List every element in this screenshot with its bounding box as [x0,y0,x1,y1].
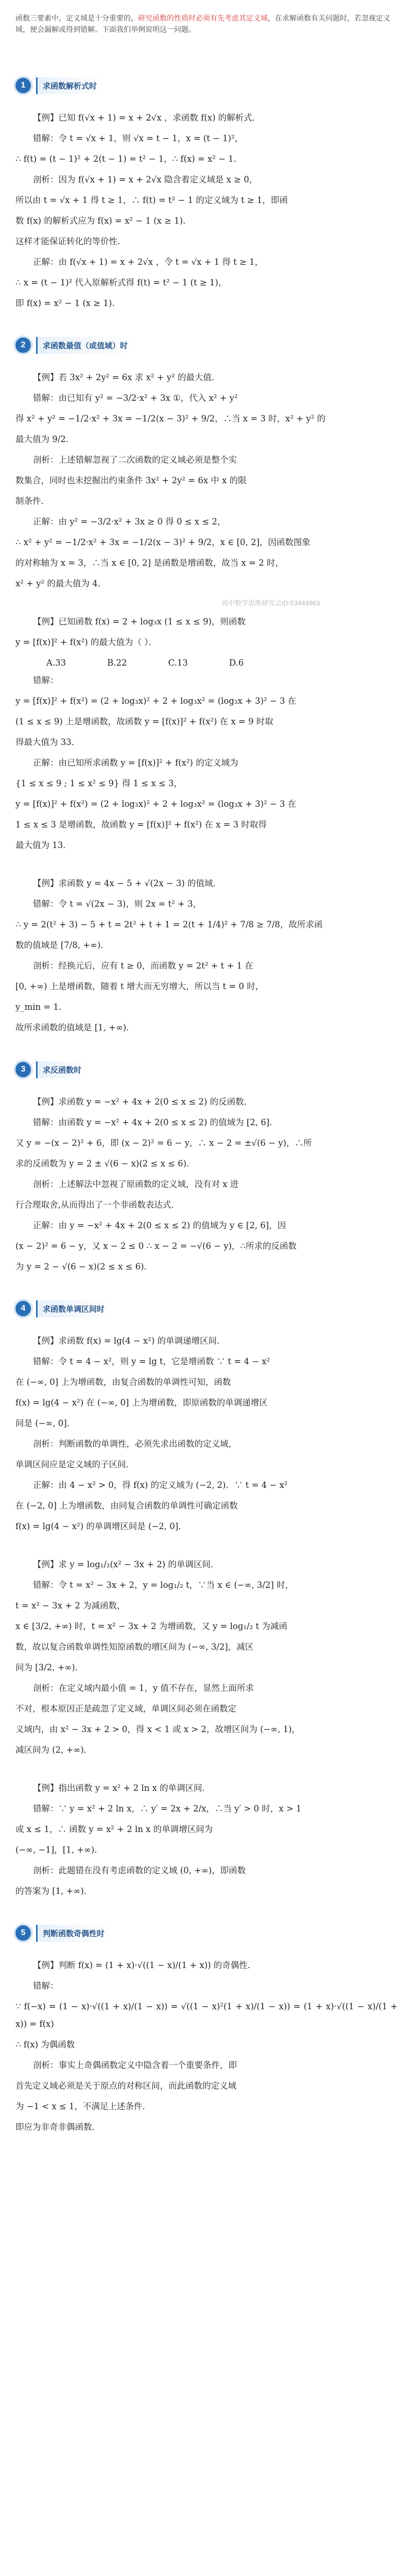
text-line: 数 f(x) 的解析式应为 f(x) = x² − 1 (x ≥ 1). [15,216,186,226]
text-line: y = [f(x)]² + f(x²) = (2 + log₃x)² + 2 + log₃x² = (log₃x + 3)² − 3 在 [15,696,297,706]
section-title: 求函数解析式时 [36,77,104,94]
text-line: 数，故以复合函数单调性知原函数的增区间为 (−∞, 3/2]，减区 [15,1642,254,1652]
section-title: 求反函数时 [36,1061,89,1078]
text-line: 在 (−∞, 0] 上为增函数，由复合函数的单调性可知，函数 [15,1377,231,1387]
text-line: 剖析：判断函数的单调性，必须先求出函数的定义域， [33,1439,237,1449]
text-line: ∴ f(x) 为偶函数 [15,2040,75,2049]
text-line: 制条件． [15,496,49,506]
text-line: y = [f(x)]² + f(x²) = (2 + log₃x)² + 2 + log₃x² = (log₃x + 3)² − 3 在 [15,799,297,809]
text-line: 错解：令 t = √x + 1，则 √x = t − 1，x = (t − 1)²， [33,133,244,143]
text-line: 数的值域是 [7/8, +∞)． [15,940,109,950]
text-line: 行合理取舍,从而得出了一个非函数表达式． [15,1200,180,1210]
section-4 [15,1294,398,1900]
text-line: 得 x² + y² = −1/2·x² + 3x = −1/2(x − 3)² + 9/2，∴当 x = 3 时，x² + y² 的 [15,414,326,423]
text-line: 剖析：经换元后，应有 t ≥ 0，而函数 y = 2t² + t + 1 在 [33,961,253,971]
example-line: 【例】若 3x² + 2y² = 6x 求 x² + y² 的最大值． [33,372,220,382]
text-line: 即应为非奇非偶函数. [15,2122,95,2132]
text-line: 错解：由已知有 y² = −3/2·x² + 3x ①，代入 x² + y² [33,393,238,403]
example-line: 【例】求 y = log₁/₂(x² − 3x + 2) 的单调区间． [33,1560,219,1569]
spacer [15,596,398,613]
text-line: ∴ x = (t − 1)² 代入原解析式得 f(t) = t² − 1 (t ≥ 1)， [15,278,227,287]
text-line: 为 y = 2 − √(6 − x)(2 ≤ x ≤ 6)． [15,1262,153,1272]
text-line: 间是 (−∞, 0]． [15,1418,76,1428]
spacer [15,1538,398,1556]
section-number-badge: 1 [15,78,31,93]
section-5 [15,1919,398,2136]
text-line: 剖析：因为 f(√x + 1) = x + 2√x 隐含着定义域是 x ≥ 0， [33,175,258,184]
text-line: 错解： [33,675,59,685]
text-line: 剖析：事实上奇偶函数定义中隐含着一个重要条件，即 [33,2060,237,2070]
text-line: 剖析：此题错在没有考虑函数的定义域 (0, +∞)，即函数 [33,1866,246,1875]
section-number-badge: 5 [15,1925,31,1941]
article [15,0,398,2136]
intro-highlight: 研究函数的性质时必须有先考虑其定义域 [138,14,268,22]
intro-text-a: 函数三要素中，定义域是十分重要的， [15,14,138,22]
text-line: (x − 2)² = 6 − y，又 x − 2 ≤ 0 ∴ x − 2 = −√(6 − y)，∴所求的反函数 [15,1241,297,1251]
text-line: x ∈ [3/2, +∞) 时，t = x² − 3x + 2 为增函数，又 y = log₁/₂ t 为减函 [15,1621,287,1631]
example-line: 【例】求函数 y = 4x − 5 + √(2x − 3) 的值域． [33,878,222,888]
text-line: y_min = 1． [15,1002,67,1012]
section-number-badge: 3 [15,1062,31,1077]
text-line: 剖析：在定义域内最小值 = 1，y 值不存在，显然上面所求 [33,1683,254,1693]
text-line: 即 f(x) = x² − 1 (x ≥ 1). [15,298,115,308]
text-line: 正解：由 4 − x² > 0，得 f(x) 的定义域为 (−2, 2)．∵ t = 4 − x² [33,1480,288,1490]
section-1 [15,71,398,312]
text-line: ∴ f(t) = (t − 1)² + 2(t − 1) = t² − 1，∴ f(x) = x² − 1. [15,154,236,164]
text-line: t = x² − 3x + 2 为减函数， [15,1601,126,1611]
example-line: 【例】已知函数 f(x) = 2 + log₃x (1 ≤ x ≤ 9)，则函数 [33,617,246,626]
text-line: ∴ x² + y² = −1/2·x² + 3x = −1/2(x − 3)² + 9/2，x ∈ [0, 2]，因函数图象 [15,537,311,547]
example-line: 【例】求函数 f(x) = lg(4 − x²) 的单调递增区间． [33,1336,226,1346]
text-line: 间为 [3/2, +∞)． [15,1663,84,1672]
text-line: 剖析：上述解法中忽视了原函数的定义域，没有对 x 进 [33,1179,239,1189]
choice-option: D.6 [229,658,244,668]
section-title: 判断函数奇偶性时 [36,1925,112,1942]
text-line: 错解：令 t = x² − 3x + 2，y = log₁/₂ t，∵当 x ∈ (−∞, 3/2] 时， [33,1580,294,1590]
text-line: (1 ≤ x ≤ 9) 上是增函数，故函数 y = [f(x)]² + f(x²) 在 x = 9 时取 [15,717,273,726]
text-line: 数集合，同时也未挖掘出约束条件 3x² + 2y² = 6x 中 x 的限 [15,476,247,485]
text-line: 错解：令 t = √(2x − 3)，则 2x = t² + 3， [33,899,202,909]
text-line: 所以由 t = √x + 1 得 t ≥ 1，∴ f(t) = t² − 1 的定义域为 t ≥ 1，即函 [15,195,288,205]
text-line: 剖析：上述错解忽视了二次函数的定义域必须是整个实 [33,455,237,465]
watermark: 高中数学思维研究会ID:53444963 [221,599,320,607]
text-line: 错解：由函数 y = −x² + 4x + 2(0 ≤ x ≤ 2) 的值域为 [2, 6]． [33,1117,278,1127]
text-line: 义域内，由 x² − 3x + 2 > 0，得 x < 1 或 x > 2，故增区间为 (−∞, 1)， [15,1724,301,1734]
text-line: f(x) = lg(4 − x²) 在 (−∞, 0] 上为增函数，即原函数的单调递增区 [15,1398,268,1408]
text-line: 求的反函数为 y = 2 ± √(6 − x)(2 ≤ x ≤ 6)． [15,1159,195,1168]
intro-paragraph [15,12,398,35]
example-line: 【例】求函数 y = −x² + 4x + 2(0 ≤ x ≤ 2) 的反函数． [33,1097,253,1107]
text-line: 不对，根本原因正是疏忽了定义域，单调区间必须在函数定 [15,1704,236,1714]
text-line: 错解：令 t = 4 − x²，则 y = lg t，它是增函数 ∵ t = 4 − x² [33,1357,270,1366]
text-line: x² + y² 的最大值为 4． [15,579,107,588]
spacer [15,1762,398,1780]
section-header [15,1055,398,1084]
sections-container [15,71,398,2136]
text-line: 或 x ≤ 1，∴ 函数 y = x² + 2 ln x 的单调增区间为 [15,1824,213,1834]
text-line: 1 ≤ x ≤ 3 是增函数，故函数 y = [f(x)]² + f(x²) 在 x = 3 时取得 [15,820,267,829]
example-line: 【例】已知 f(√x + 1) = x + 2√x ，求函数 f(x) 的解析式． [33,113,261,123]
section-header [15,71,398,100]
text-line: 单调区间应是定义域的子区间． [15,1460,134,1469]
example-line: 【例】指出函数 y = x² + 2 ln x 的单调区间． [33,1783,211,1793]
example-line: 【例】判断 f(x) = (1 + x)·√((1 − x)/(1 + x)) 的奇偶性． [33,1960,256,1970]
section-3 [15,1055,398,1276]
text-line: 的答案为 [1, +∞)． [15,1886,93,1896]
text-line: 为 −1 < x ≤ 1，不满足上述条件． [15,2102,151,2111]
section-title: 求函数最值（或值域）时 [36,337,135,354]
text-line: 的对称轴为 x = 3，∴当 x ∈ [0, 2] 是函数是增函数，故当 x = 2 时， [15,558,284,568]
section-header [15,1919,398,1947]
text-line: y = [f(x)]² + f(x²) 的最大值为（ ）． [15,637,157,647]
choice-option: C.13 [168,658,188,668]
text-line: 又 y = −(x − 2)² + 6，即 (x − 2)² = 6 − y，∴ x − 2 = ±√(6 − y)，∴所 [15,1138,312,1148]
section-number-badge: 4 [15,1301,31,1316]
text-line: 正解：由 y² = −3/2·x² + 3x ≥ 0 得 0 ≤ x ≤ 2， [33,517,226,527]
text-line: {1 ≤ x ≤ 9 ; 1 ≤ x² ≤ 9} 得 1 ≤ x ≤ 3， [15,778,182,788]
text-line: f(x) = lg(4 − x²) 的单调增区间是 (−2, 0]． [15,1521,187,1531]
choice-row [15,654,398,672]
text-line: ∴ y = 2(t² + 3) − 5 + t = 2t² + t + 1 = 2(t + 1/4)² + 7/8 ≥ 7/8，故所求函 [15,920,323,929]
text-line: (−∞, −1]，[1, +∞)． [15,1845,103,1855]
text-line: 最大值为 13． [15,840,72,850]
section-header [15,1294,398,1323]
text-line: 首先定义域必须是关于原点的对称区间，而此函数的定义域 [15,2081,236,2091]
section-2 [15,331,398,1037]
text-line: 正解：由 f(√x + 1) = x + 2√x ，令 t = √x + 1 得 t ≥ 1， [33,257,264,267]
text-line: 错解： [33,1981,59,1991]
text-line: 这样才能保证转化的等价性. [15,236,121,246]
text-line: 正解：由已知所求函数 y = [f(x)]² + f(x²) 的定义域为 [33,758,238,768]
section-title: 求函数单调区间时 [36,1300,112,1317]
text-line: 最大值为 9/2． [15,434,75,444]
text-line: 减区间为 (2, +∞)． [15,1745,93,1755]
text-line: [0, +∞) 上是增函数，随着 t 增大而无穷增大，所以当 t = 0 时， [15,981,264,991]
text-line: 得最大值为 33． [15,737,80,747]
choice-option: B.22 [107,658,127,668]
spacer [15,857,398,875]
choice-option: A.33 [46,658,66,668]
text-line: 错解：∵ y = x² + 2 ln x，∴ y′ = 2x + 2/x，∴当 y′ > 0 时，x > 1 [33,1804,302,1814]
text-line: 故所求函数的值域是 [1, +∞)． [15,1023,135,1032]
text-line: 在 (−2, 0] 上为增函数，由同复合函数的单调性可确定函数 [15,1501,238,1511]
intro-text-b: ，在求解函数有关问题时，若忽视定义域，便会漏解或得到错解。下面我们举例说明这一问题。 [15,14,390,33]
section-header [15,331,398,360]
text-line: 正解：由 y = −x² + 4x + 2(0 ≤ x ≤ 2) 的值域为 y ∈ [2, 6]，因 [33,1221,286,1230]
text-line: ∵ f(−x) = (1 − x)·√((1 + x)/(1 − x)) = √((1 − x)²(1 + x)/(1 − x)) = (1 + x)·√((1 − x)/(1 + x)) = f(x) [15,2002,398,2029]
section-number-badge: 2 [15,337,31,353]
